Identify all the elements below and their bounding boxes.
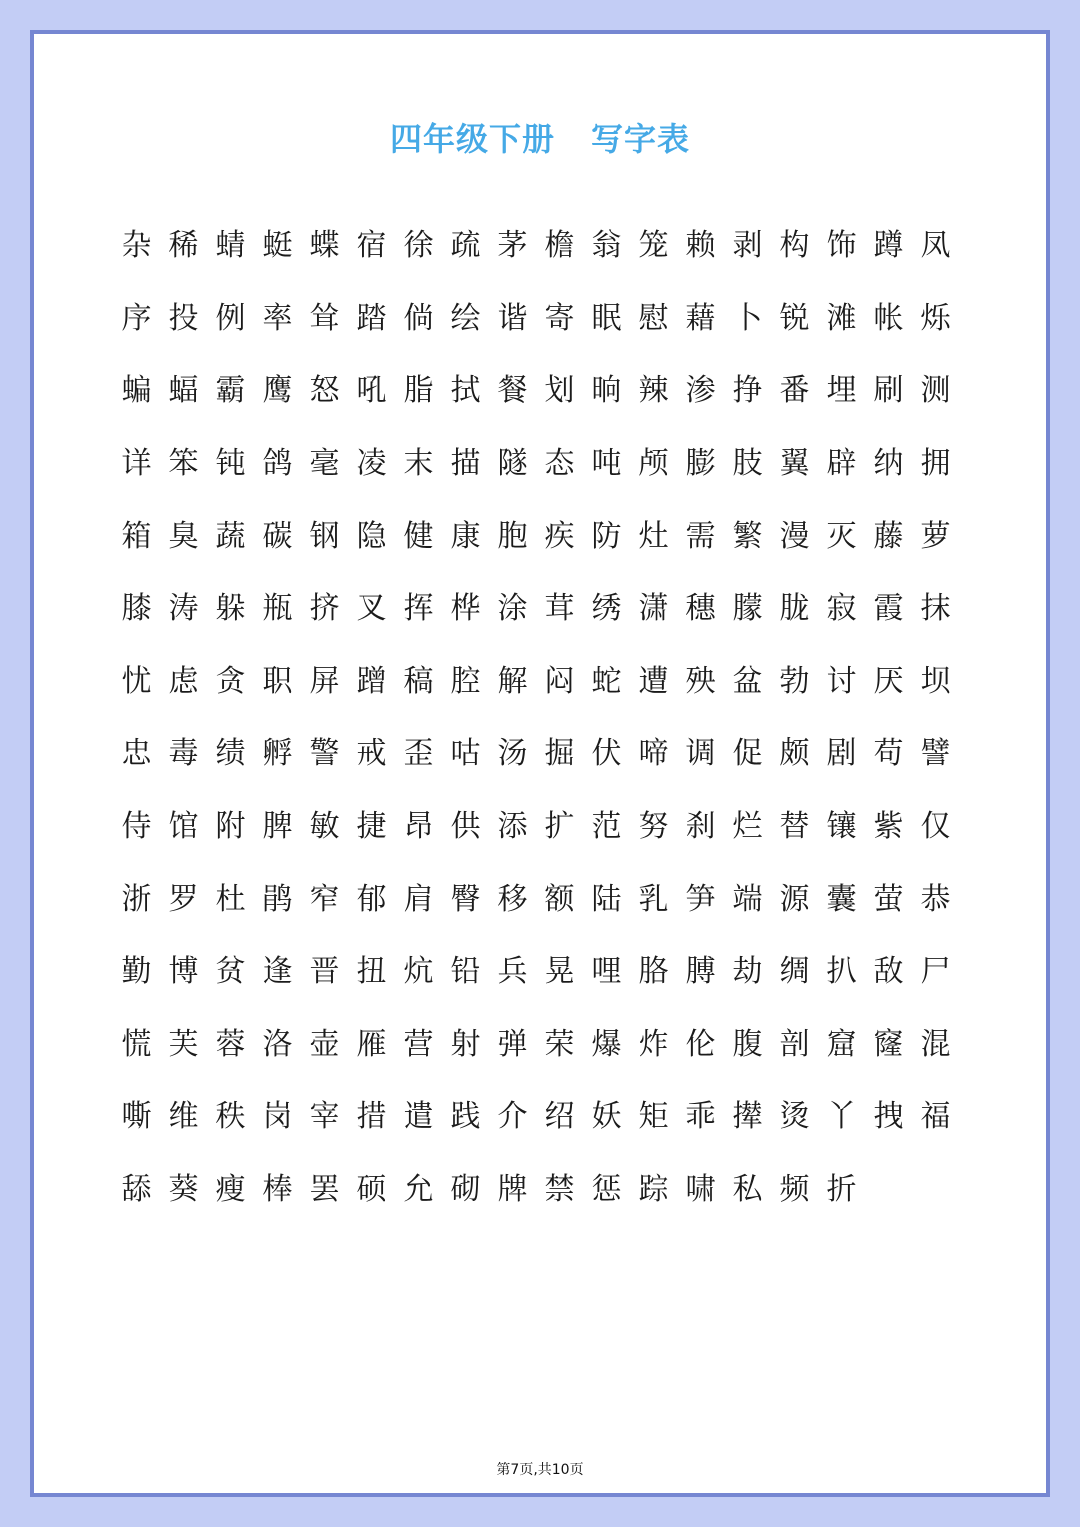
character-cell: 涛 bbox=[168, 591, 199, 627]
character-cell: 繁 bbox=[732, 518, 763, 554]
character-cell: 折 bbox=[826, 1172, 857, 1208]
character-cell: 闷 bbox=[544, 663, 575, 699]
character-cell: 频 bbox=[779, 1172, 810, 1208]
character-cell: 囊 bbox=[826, 881, 857, 917]
character-cell: 绘 bbox=[450, 300, 481, 336]
character-cell: 维 bbox=[168, 1099, 199, 1135]
character-cell: 譬 bbox=[920, 736, 951, 772]
character-cell: 漫 bbox=[779, 518, 810, 554]
character-cell: 臀 bbox=[450, 881, 481, 917]
character-row bbox=[113, 1081, 963, 1154]
character-cell: 构 bbox=[779, 228, 810, 264]
character-cell: 钝 bbox=[215, 446, 246, 482]
character-cell: 踏 bbox=[356, 300, 387, 336]
character-cell: 替 bbox=[779, 809, 810, 845]
character-cell: 穗 bbox=[685, 591, 716, 627]
character-cell: 戒 bbox=[356, 736, 387, 772]
character-cell: 弹 bbox=[497, 1026, 528, 1062]
character-cell: 番 bbox=[779, 373, 810, 409]
character-cell: 防 bbox=[591, 518, 622, 554]
character-cell: 贪 bbox=[215, 663, 246, 699]
character-cell: 绍 bbox=[544, 1099, 575, 1135]
character-cell: 啸 bbox=[685, 1172, 716, 1208]
character-cell: 烁 bbox=[920, 300, 951, 336]
character-cell: 葵 bbox=[168, 1172, 199, 1208]
character-cell: 移 bbox=[497, 881, 528, 917]
character-cell: 胧 bbox=[779, 591, 810, 627]
character-cell: 杂 bbox=[121, 228, 152, 264]
character-cell: 桦 bbox=[450, 591, 481, 627]
character-cell: 蝶 bbox=[309, 228, 340, 264]
character-cell: 吨 bbox=[591, 446, 622, 482]
character-cell: 营 bbox=[403, 1026, 434, 1062]
character-cell: 慌 bbox=[121, 1026, 152, 1062]
character-cell: 罢 bbox=[309, 1172, 340, 1208]
character-cell: 馆 bbox=[168, 809, 199, 845]
character-cell: 浙 bbox=[121, 881, 152, 917]
character-cell: 嘶 bbox=[121, 1099, 152, 1135]
character-row bbox=[113, 500, 963, 573]
character-cell: 餐 bbox=[497, 373, 528, 409]
character-grid bbox=[113, 210, 963, 1226]
character-cell: 逢 bbox=[262, 954, 293, 990]
character-cell: 蹭 bbox=[356, 663, 387, 699]
character-cell: 窟 bbox=[826, 1026, 857, 1062]
character-cell: 灭 bbox=[826, 518, 857, 554]
character-cell: 砌 bbox=[450, 1172, 481, 1208]
document-page bbox=[30, 30, 1050, 1497]
character-cell: 扩 bbox=[544, 809, 575, 845]
character-cell: 撵 bbox=[732, 1099, 763, 1135]
character-cell: 壶 bbox=[309, 1026, 340, 1062]
character-cell: 端 bbox=[732, 881, 763, 917]
character-cell: 纳 bbox=[873, 446, 904, 482]
character-cell: 需 bbox=[685, 518, 716, 554]
character-cell: 恭 bbox=[920, 881, 951, 917]
character-cell: 臭 bbox=[168, 518, 199, 554]
character-cell: 寄 bbox=[544, 300, 575, 336]
character-cell: 埋 bbox=[826, 373, 857, 409]
character-cell: 棒 bbox=[262, 1172, 293, 1208]
character-cell: 扒 bbox=[826, 954, 857, 990]
character-cell: 爆 bbox=[591, 1026, 622, 1062]
character-cell: 兵 bbox=[497, 954, 528, 990]
character-cell: 仅 bbox=[920, 809, 951, 845]
character-cell: 妖 bbox=[591, 1099, 622, 1135]
character-cell: 钢 bbox=[309, 518, 340, 554]
character-row bbox=[113, 573, 963, 646]
character-cell: 咕 bbox=[450, 736, 481, 772]
character-row bbox=[113, 936, 963, 1009]
character-cell: 博 bbox=[168, 954, 199, 990]
character-cell: 遣 bbox=[403, 1099, 434, 1135]
character-cell: 丫 bbox=[826, 1099, 857, 1135]
character-cell: 拭 bbox=[450, 373, 481, 409]
character-cell: 掘 bbox=[544, 736, 575, 772]
character-cell: 朦 bbox=[732, 591, 763, 627]
character-cell: 歪 bbox=[403, 736, 434, 772]
character-cell: 孵 bbox=[262, 736, 293, 772]
character-cell: 绩 bbox=[215, 736, 246, 772]
character-cell: 稿 bbox=[403, 663, 434, 699]
character-cell: 尸 bbox=[920, 954, 951, 990]
character-cell: 洛 bbox=[262, 1026, 293, 1062]
character-cell: 肢 bbox=[732, 446, 763, 482]
character-cell: 宿 bbox=[356, 228, 387, 264]
character-cell: 窿 bbox=[873, 1026, 904, 1062]
character-cell: 忧 bbox=[121, 663, 152, 699]
character-row bbox=[113, 283, 963, 356]
character-cell: 末 bbox=[403, 446, 434, 482]
character-cell: 辟 bbox=[826, 446, 857, 482]
character-cell: 瘦 bbox=[215, 1172, 246, 1208]
character-cell: 怒 bbox=[309, 373, 340, 409]
character-cell: 炕 bbox=[403, 954, 434, 990]
character-cell: 态 bbox=[544, 446, 575, 482]
character-cell: 晃 bbox=[544, 954, 575, 990]
character-cell: 辣 bbox=[638, 373, 669, 409]
character-row bbox=[113, 1009, 963, 1082]
character-cell: 蓉 bbox=[215, 1026, 246, 1062]
character-cell: 叉 bbox=[356, 591, 387, 627]
character-cell: 宰 bbox=[309, 1099, 340, 1135]
character-cell: 昂 bbox=[403, 809, 434, 845]
character-cell: 腹 bbox=[732, 1026, 763, 1062]
character-cell: 胳 bbox=[638, 954, 669, 990]
character-cell: 稀 bbox=[168, 228, 199, 264]
character-cell: 剧 bbox=[826, 736, 857, 772]
character-cell: 鸽 bbox=[262, 446, 293, 482]
character-cell: 锐 bbox=[779, 300, 810, 336]
character-cell: 舔 bbox=[121, 1172, 152, 1208]
character-cell: 赖 bbox=[685, 228, 716, 264]
character-cell: 福 bbox=[920, 1099, 951, 1135]
character-cell: 茸 bbox=[544, 591, 575, 627]
character-cell: 康 bbox=[450, 518, 481, 554]
character-cell: 贫 bbox=[215, 954, 246, 990]
character-cell: 遭 bbox=[638, 663, 669, 699]
character-cell: 剖 bbox=[779, 1026, 810, 1062]
character-cell: 窄 bbox=[309, 881, 340, 917]
character-row bbox=[113, 646, 963, 719]
character-cell: 肩 bbox=[403, 881, 434, 917]
character-cell: 罗 bbox=[168, 881, 199, 917]
character-cell: 添 bbox=[497, 809, 528, 845]
character-row bbox=[113, 718, 963, 791]
character-cell: 凤 bbox=[920, 228, 951, 264]
character-cell: 膊 bbox=[685, 954, 716, 990]
character-cell: 警 bbox=[309, 736, 340, 772]
character-cell: 岗 bbox=[262, 1099, 293, 1135]
character-cell: 箱 bbox=[121, 518, 152, 554]
character-cell: 绸 bbox=[779, 954, 810, 990]
character-cell: 挤 bbox=[309, 591, 340, 627]
character-cell: 饰 bbox=[826, 228, 857, 264]
character-cell: 吼 bbox=[356, 373, 387, 409]
character-cell: 厌 bbox=[873, 663, 904, 699]
character-cell: 隧 bbox=[497, 446, 528, 482]
character-cell: 率 bbox=[262, 300, 293, 336]
character-row bbox=[113, 1154, 963, 1227]
character-cell: 苟 bbox=[873, 736, 904, 772]
character-cell: 划 bbox=[544, 373, 575, 409]
character-cell: 茅 bbox=[497, 228, 528, 264]
character-cell: 刷 bbox=[873, 373, 904, 409]
character-cell: 隐 bbox=[356, 518, 387, 554]
character-cell: 挣 bbox=[732, 373, 763, 409]
character-cell: 滩 bbox=[826, 300, 857, 336]
character-cell: 帐 bbox=[873, 300, 904, 336]
character-cell: 牌 bbox=[497, 1172, 528, 1208]
character-cell: 笼 bbox=[638, 228, 669, 264]
character-cell: 寂 bbox=[826, 591, 857, 627]
character-row bbox=[113, 355, 963, 428]
character-cell: 陆 bbox=[591, 881, 622, 917]
character-cell: 忠 bbox=[121, 736, 152, 772]
character-cell: 讨 bbox=[826, 663, 857, 699]
character-cell: 萤 bbox=[873, 881, 904, 917]
character-cell: 盆 bbox=[732, 663, 763, 699]
character-cell: 荣 bbox=[544, 1026, 575, 1062]
character-cell: 杜 bbox=[215, 881, 246, 917]
character-cell: 汤 bbox=[497, 736, 528, 772]
character-cell: 膝 bbox=[121, 591, 152, 627]
character-cell: 霞 bbox=[873, 591, 904, 627]
character-cell: 卜 bbox=[732, 300, 763, 336]
character-cell: 烫 bbox=[779, 1099, 810, 1135]
character-cell: 秩 bbox=[215, 1099, 246, 1135]
character-cell: 腔 bbox=[450, 663, 481, 699]
character-row bbox=[113, 210, 963, 283]
character-cell: 镶 bbox=[826, 809, 857, 845]
character-cell: 描 bbox=[450, 446, 481, 482]
character-cell: 序 bbox=[121, 300, 152, 336]
character-cell: 乖 bbox=[685, 1099, 716, 1135]
character-cell: 晋 bbox=[309, 954, 340, 990]
character-cell: 解 bbox=[497, 663, 528, 699]
character-cell: 调 bbox=[685, 736, 716, 772]
title-subject: 写字表 bbox=[591, 120, 691, 158]
character-cell: 敏 bbox=[309, 809, 340, 845]
character-cell: 笋 bbox=[685, 881, 716, 917]
character-cell: 混 bbox=[920, 1026, 951, 1062]
character-cell: 职 bbox=[262, 663, 293, 699]
character-cell: 侍 bbox=[121, 809, 152, 845]
character-cell: 健 bbox=[403, 518, 434, 554]
character-cell: 芙 bbox=[168, 1026, 199, 1062]
character-cell: 供 bbox=[450, 809, 481, 845]
character-cell: 啼 bbox=[638, 736, 669, 772]
character-cell: 蝠 bbox=[168, 373, 199, 409]
character-cell: 挥 bbox=[403, 591, 434, 627]
character-cell: 附 bbox=[215, 809, 246, 845]
character-cell: 勃 bbox=[779, 663, 810, 699]
character-row bbox=[113, 863, 963, 936]
page-title bbox=[34, 114, 1046, 160]
character-cell: 促 bbox=[732, 736, 763, 772]
character-row bbox=[113, 428, 963, 501]
character-cell: 耸 bbox=[309, 300, 340, 336]
character-cell: 炸 bbox=[638, 1026, 669, 1062]
character-cell: 灶 bbox=[638, 518, 669, 554]
character-cell: 例 bbox=[215, 300, 246, 336]
character-cell: 源 bbox=[779, 881, 810, 917]
character-cell: 霸 bbox=[215, 373, 246, 409]
character-cell: 颇 bbox=[779, 736, 810, 772]
character-cell: 碳 bbox=[262, 518, 293, 554]
character-cell: 脂 bbox=[403, 373, 434, 409]
character-cell: 拽 bbox=[873, 1099, 904, 1135]
character-cell: 坝 bbox=[920, 663, 951, 699]
character-cell: 倘 bbox=[403, 300, 434, 336]
character-cell: 蹲 bbox=[873, 228, 904, 264]
character-cell: 潇 bbox=[638, 591, 669, 627]
title-grade: 四年级下册 bbox=[389, 120, 555, 158]
character-cell: 测 bbox=[920, 373, 951, 409]
character-cell: 萝 bbox=[920, 518, 951, 554]
character-cell: 详 bbox=[121, 446, 152, 482]
character-cell: 晌 bbox=[591, 373, 622, 409]
character-cell: 渗 bbox=[685, 373, 716, 409]
character-cell: 凌 bbox=[356, 446, 387, 482]
character-cell: 殃 bbox=[685, 663, 716, 699]
character-cell: 疏 bbox=[450, 228, 481, 264]
character-cell: 矩 bbox=[638, 1099, 669, 1135]
character-cell: 扭 bbox=[356, 954, 387, 990]
character-cell: 瓶 bbox=[262, 591, 293, 627]
character-cell: 蔬 bbox=[215, 518, 246, 554]
character-cell: 哩 bbox=[591, 954, 622, 990]
character-cell: 膨 bbox=[685, 446, 716, 482]
character-cell: 敌 bbox=[873, 954, 904, 990]
character-cell: 虑 bbox=[168, 663, 199, 699]
character-cell: 脾 bbox=[262, 809, 293, 845]
character-cell: 蜻 bbox=[215, 228, 246, 264]
character-cell: 介 bbox=[497, 1099, 528, 1135]
character-cell: 颅 bbox=[638, 446, 669, 482]
character-cell: 禁 bbox=[544, 1172, 575, 1208]
character-cell: 剥 bbox=[732, 228, 763, 264]
character-cell: 抹 bbox=[920, 591, 951, 627]
character-cell: 檐 bbox=[544, 228, 575, 264]
character-cell: 范 bbox=[591, 809, 622, 845]
character-cell: 措 bbox=[356, 1099, 387, 1135]
character-cell: 勤 bbox=[121, 954, 152, 990]
character-cell: 眠 bbox=[591, 300, 622, 336]
character-cell: 疾 bbox=[544, 518, 575, 554]
character-cell: 绣 bbox=[591, 591, 622, 627]
character-cell: 硕 bbox=[356, 1172, 387, 1208]
character-cell: 紫 bbox=[873, 809, 904, 845]
character-cell: 藉 bbox=[685, 300, 716, 336]
character-cell: 屏 bbox=[309, 663, 340, 699]
character-cell: 捷 bbox=[356, 809, 387, 845]
character-cell: 躲 bbox=[215, 591, 246, 627]
character-cell: 谐 bbox=[497, 300, 528, 336]
character-cell: 笨 bbox=[168, 446, 199, 482]
character-cell: 践 bbox=[450, 1099, 481, 1135]
character-cell: 慰 bbox=[638, 300, 669, 336]
character-cell: 投 bbox=[168, 300, 199, 336]
character-cell: 蝙 bbox=[121, 373, 152, 409]
character-cell: 刹 bbox=[685, 809, 716, 845]
character-cell: 额 bbox=[544, 881, 575, 917]
character-cell: 徐 bbox=[403, 228, 434, 264]
character-cell: 拥 bbox=[920, 446, 951, 482]
character-cell: 私 bbox=[732, 1172, 763, 1208]
character-cell: 郁 bbox=[356, 881, 387, 917]
character-cell: 踪 bbox=[638, 1172, 669, 1208]
character-cell: 藤 bbox=[873, 518, 904, 554]
character-cell: 胞 bbox=[497, 518, 528, 554]
character-cell: 乳 bbox=[638, 881, 669, 917]
character-cell: 蜓 bbox=[262, 228, 293, 264]
character-cell: 蛇 bbox=[591, 663, 622, 699]
character-cell: 翁 bbox=[591, 228, 622, 264]
page-number: 第7页,共10页 bbox=[496, 1462, 584, 1478]
character-cell: 雁 bbox=[356, 1026, 387, 1062]
character-cell: 允 bbox=[403, 1172, 434, 1208]
character-cell: 射 bbox=[450, 1026, 481, 1062]
character-cell: 铅 bbox=[450, 954, 481, 990]
character-cell: 伏 bbox=[591, 736, 622, 772]
character-cell: 毫 bbox=[309, 446, 340, 482]
character-cell: 鹰 bbox=[262, 373, 293, 409]
character-cell: 劫 bbox=[732, 954, 763, 990]
character-cell: 翼 bbox=[779, 446, 810, 482]
character-cell: 毒 bbox=[168, 736, 199, 772]
character-cell: 惩 bbox=[591, 1172, 622, 1208]
character-cell: 伦 bbox=[685, 1026, 716, 1062]
character-cell: 努 bbox=[638, 809, 669, 845]
character-row bbox=[113, 791, 963, 864]
character-cell: 涂 bbox=[497, 591, 528, 627]
character-cell: 烂 bbox=[732, 809, 763, 845]
character-cell: 鹃 bbox=[262, 881, 293, 917]
